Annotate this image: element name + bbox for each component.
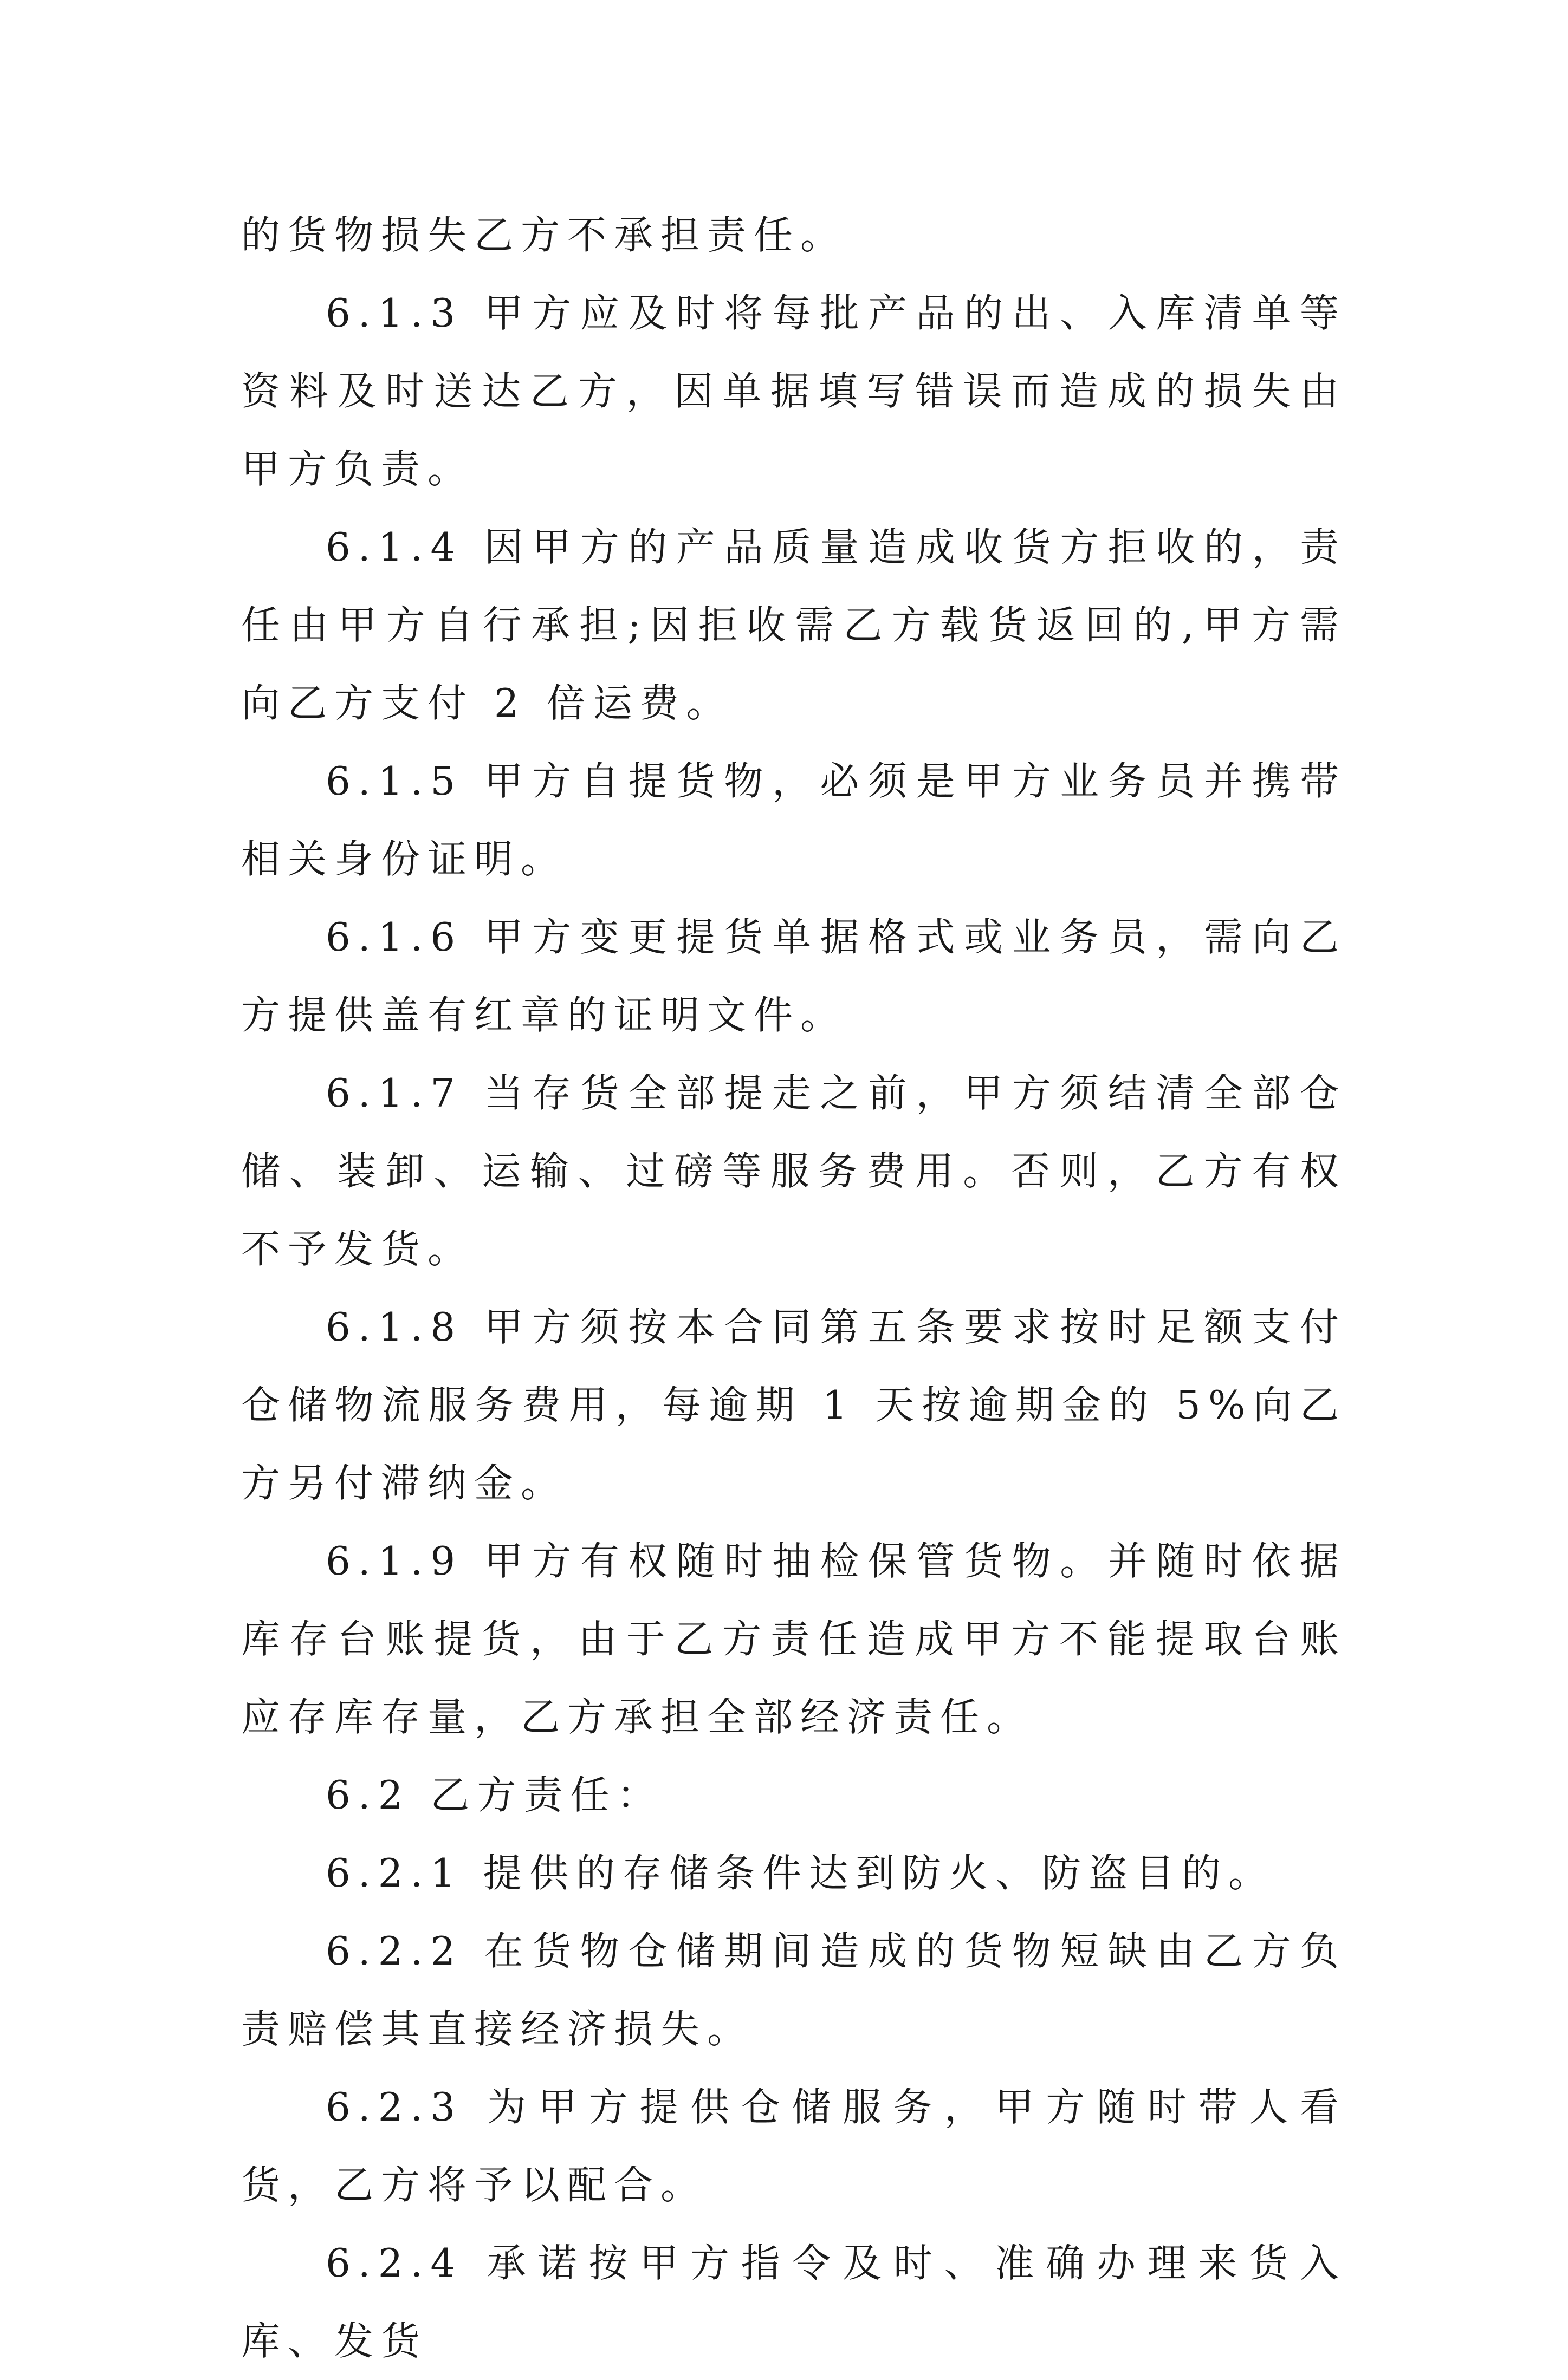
- paragraph-6-1-4: 6.1.4 因甲方的产品质量造成收货方拒收的，责任由甲方自行承担;因拒收需乙方载货返回的,甲方需向乙方支付 2 倍运费。: [241, 524, 1346, 726]
- paragraph-6-1-6: 6.1.6 甲方变更提货单据格式或业务员，需向乙方提供盖有红章的证明文件。: [241, 914, 1346, 1038]
- paragraph-6-1-5: 6.1.5 甲方自提货物，必须是甲方业务员并携带相关身份证明。: [241, 758, 1346, 882]
- paragraph-6-2-3: 6.2.3 为甲方提供仓储服务，甲方随时带人看货，乙方将予以配合。: [241, 2084, 1346, 2208]
- document-body: [241, 196, 1346, 2380]
- paragraph-6-1-7: 6.1.7 当存货全部提走之前，甲方须结清全部仓储、装卸、运输、过磅等服务费用。否则，乙方有权不予发货。: [241, 1070, 1346, 1272]
- paragraph-6-1-9: 6.1.9 甲方有权随时抽检保管货物。并随时依据库存台账提货，由于乙方责任造成甲方不能提取台账应存库存量，乙方承担全部经济责任。: [241, 1538, 1346, 1740]
- paragraph-6-2-4: 6.2.4 承诺按甲方指令及时、准确办理来货入库、发货: [241, 2240, 1346, 2364]
- paragraph-6-1-3: 6.1.3 甲方应及时将每批产品的出、入库清单等资料及时送达乙方，因单据填写错误而造成的损失由甲方负责。: [241, 290, 1346, 492]
- paragraph-6-1-8: 6.1.8 甲方须按本合同第五条要求按时足额支付仓储物流服务费用，每逾期 1 天按逾期金的 5%向乙方另付滞纳金。: [241, 1304, 1346, 1506]
- paragraph-6-2-2: 6.2.2 在货物仓储期间造成的货物短缺由乙方负责赔偿其直接经济损失。: [241, 1928, 1346, 2052]
- paragraph-continued: 的货物损失乙方不承担责任。: [241, 212, 847, 258]
- paragraph-6-2-heading: 6.2 乙方责任：: [326, 1772, 664, 1818]
- paragraph-6-2-1: 6.2.1 提供的存储条件达到防火、防盗目的。: [326, 1850, 1275, 1896]
